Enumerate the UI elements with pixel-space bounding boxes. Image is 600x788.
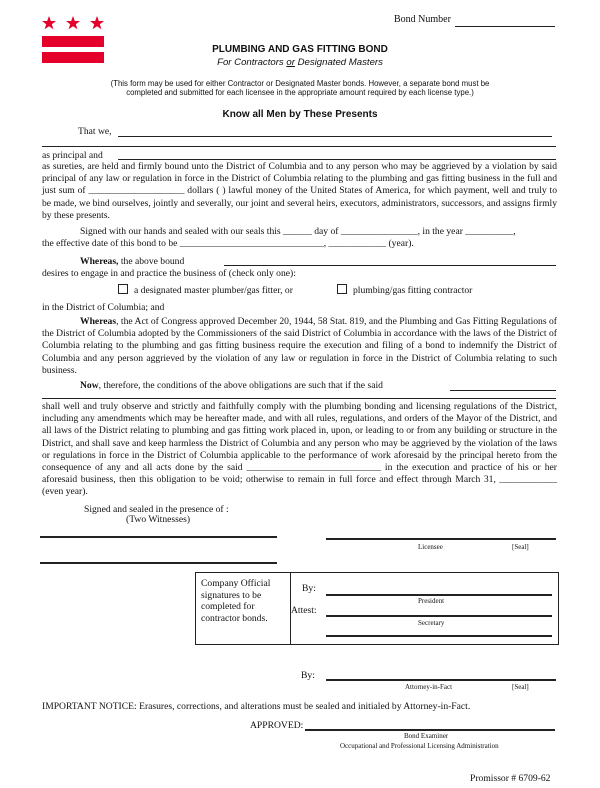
principal-name-field-2[interactable] <box>42 146 556 147</box>
surety-name-field[interactable] <box>118 159 556 160</box>
note-line-2: completed and submitted for each licensee in the appropriate amount required by each license type.) <box>126 88 474 97</box>
bond-examiner-caption: Bond Examiner <box>404 732 449 740</box>
company-official-box <box>195 572 559 645</box>
signed-date-line: Signed with our hands and sealed with our seals this ______ day of ________________, in the year __________, <box>80 226 516 237</box>
oplad-caption: Occupational and Professional Licensing Administration <box>340 742 499 750</box>
president-caption: President <box>418 597 445 605</box>
bond-number-field[interactable] <box>455 26 555 27</box>
company-official-note: Company Official signatures to be completed for contractor bonds. <box>201 578 271 624</box>
approved-label: APPROVED: <box>250 720 304 731</box>
approval-signature[interactable] <box>305 729 555 731</box>
option-contractor-label: plumbing/gas fitting contractor <box>353 285 473 296</box>
attest-label: Attest: <box>291 605 317 616</box>
paragraph-conditions: shall well and truly observe and strictly and faithfully comply with the plumbing bonding and licensing regulations of the District, including any amendments which may be hereafter made, and with all rules, regulations, and orders of the Mayor of the District, and all laws of the District relating to plumbing and gas fitting work placed in, upon, or leading to or from any building or structure in the District, and shall save and keep harmless the District of Columbia and any person who may be aggrieved by the violation of the laws or regulations in force in the District of Columbia applicable to the performance of work aforesaid by the principal hereto from the consequence of any and all acts done by the said ____________________________ in the execution and practice of his or her aforesaid business, then this obligation to be void; otherwise to remain in full force and effect through March 31, ____________ (even year). <box>42 401 557 498</box>
by-label: By: <box>302 583 316 594</box>
whereas-above-bound: Whereas, the above bound <box>80 256 185 267</box>
seal-caption-1: [Seal] <box>512 543 529 551</box>
note-line-1: (This form may be used for either Contractor or Designated Master bonds. However, a separate bond must be <box>110 79 490 88</box>
effective-date-line: the effective date of this bond to be ______________________________, ____________ (year). <box>42 238 414 249</box>
said-principal-field[interactable] <box>450 390 556 391</box>
option-designated-master <box>118 284 293 296</box>
in-district-line: in the District of Columbia; and <box>42 302 165 313</box>
said-principal-field-2[interactable] <box>42 398 556 399</box>
officer-extra-line[interactable] <box>326 635 552 637</box>
witness-2-signature[interactable] <box>40 562 277 564</box>
option-contractor <box>337 284 472 296</box>
now-therefore-line: Now, therefore, the conditions of the above obligations are such that if the said <box>80 380 383 391</box>
above-bound-field[interactable] <box>224 265 556 266</box>
designated-master-checkbox[interactable] <box>118 284 128 294</box>
two-witnesses-line: (Two Witnesses) <box>126 514 191 525</box>
that-we-label: That we, <box>78 126 112 137</box>
as-principal-label: as principal and <box>42 150 103 161</box>
licensee-caption: Licensee <box>418 543 443 551</box>
form-title: PLUMBING AND GAS FITTING BOND <box>212 44 388 55</box>
bond-number-label: Bond Number <box>394 14 451 25</box>
know-all-men-heading: Know all Men by These Presents <box>222 109 378 120</box>
option-designated-master-label: a designated master plumber/gas fitter, or <box>134 285 293 296</box>
attorney-signature[interactable] <box>326 679 556 681</box>
promissor-number: Promissor # 6709-62 <box>470 773 551 784</box>
principal-name-field[interactable] <box>118 136 552 137</box>
secretary-signature[interactable] <box>326 615 552 617</box>
star-icon <box>66 16 80 29</box>
desires-line: desires to engage in and practice the business of (check only one): <box>42 268 296 279</box>
by-attorney-label: By: <box>301 670 315 681</box>
seal-caption-2: [Seal] <box>512 683 529 691</box>
paragraph-whereas-act: Whereas, the Act of Congress approved December 20, 1944, 58 Stat. 819, and the Plumbing and Gas Fitting Regulations of the District of Columbia adopted by the Commissioners of the said District of Columbia in accordance with the laws of the District of Columbia relating to the plumbing and gas fitting business require the execution and filing of a bond to indemnify the District of Columbia and any person aggrieved by the violation of any law or regulation in force in the District of Columbia relating to such business. <box>42 316 557 376</box>
paragraph-sureties: as sureties, are held and firmly bound unto the District of Columbia and to any person who may be aggrieved by a violation by said principal of any law or regulation in force in the District of Columbia relating to the plumbing and gas fitting business in the full and just sum of ____________________ dollars ( ) lawful money of the United States of America, for which payment, well and truly to be made, we bind ourselves, jointly and severally, our joint and several heirs, executors, administrators, successors, and assigns firmly by these presents. <box>42 161 557 221</box>
star-icon <box>90 16 104 29</box>
licensee-signature[interactable] <box>326 538 556 540</box>
attorney-caption: Attorney-in-Fact <box>405 683 453 691</box>
star-icon <box>42 16 56 29</box>
important-notice: IMPORTANT NOTICE: Erasures, corrections, and alterations must be sealed and initialed by Attorney-in-Fact. <box>42 701 471 712</box>
form-subtitle: For Contractors or Designated Masters <box>217 57 383 68</box>
contractor-checkbox[interactable] <box>337 284 347 294</box>
secretary-caption: Secretary <box>418 619 445 627</box>
witness-1-signature[interactable] <box>40 536 277 538</box>
president-signature[interactable] <box>326 594 552 596</box>
signed-presence-line: Signed and sealed in the presence of : <box>84 504 229 515</box>
